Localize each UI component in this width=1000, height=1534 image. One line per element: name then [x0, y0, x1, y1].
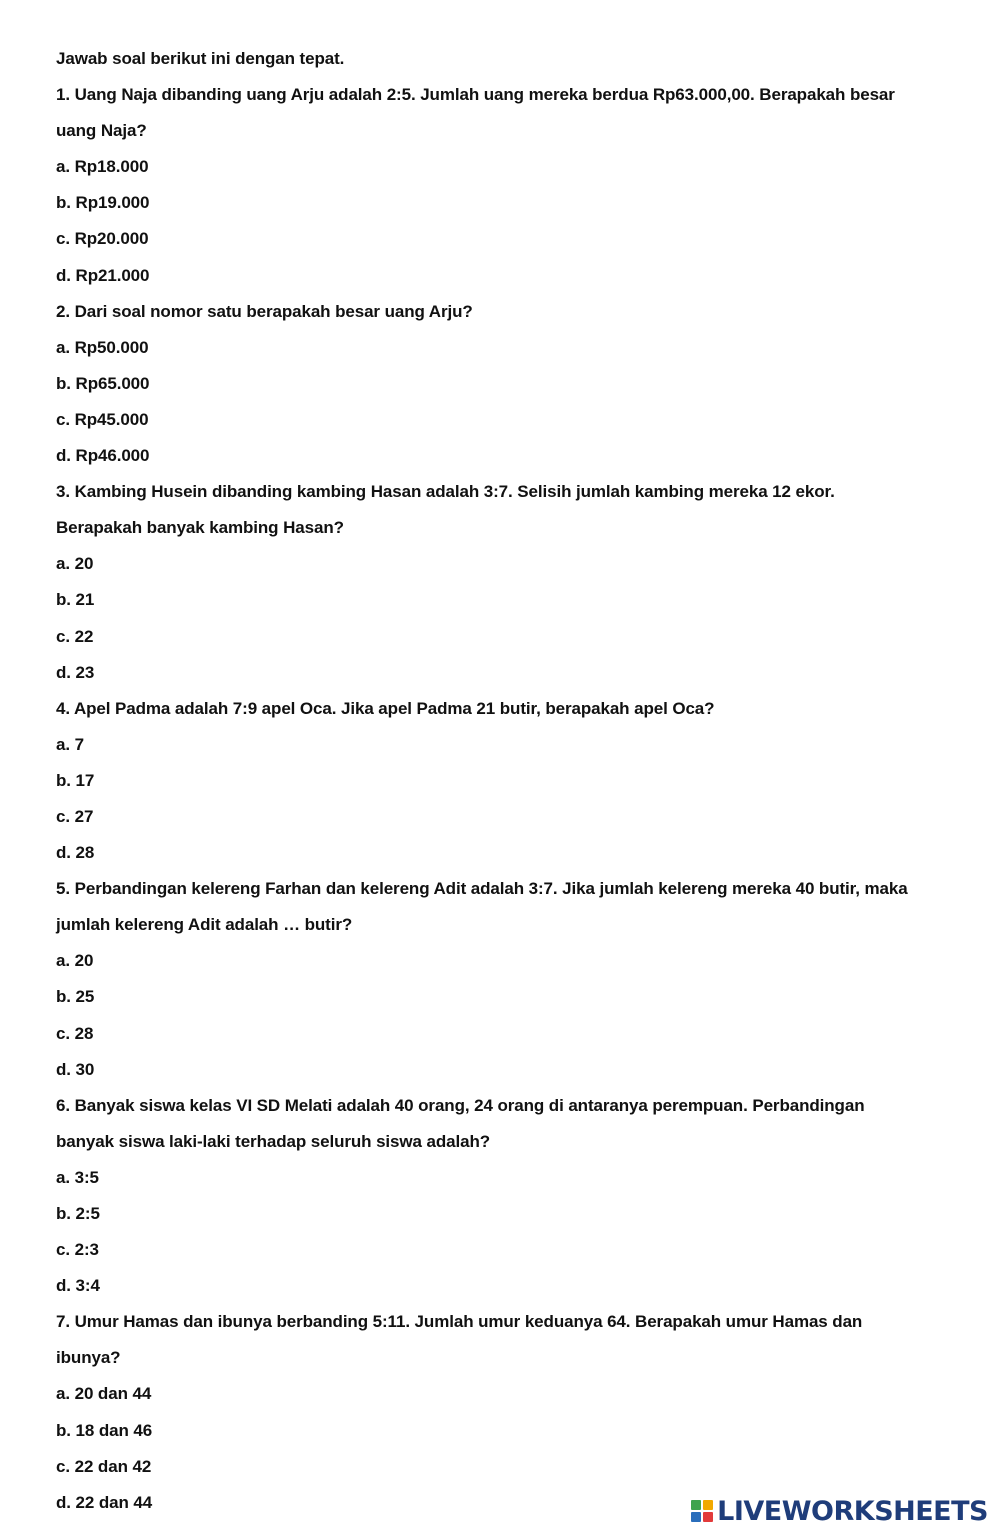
answer-option[interactable]: b. 17	[56, 770, 95, 790]
instructions: Jawab soal berikut ini dengan tepat.	[56, 49, 345, 68]
liveworksheets-logo	[691, 1492, 988, 1530]
answer-option[interactable]: c. 22	[56, 626, 94, 646]
answer-option[interactable]: c. 28	[56, 1023, 94, 1043]
answer-option[interactable]: a. Rp50.000	[56, 337, 149, 357]
answer-option[interactable]: c. 22 dan 42	[56, 1456, 152, 1476]
answer-option[interactable]: b. 25	[56, 987, 95, 1007]
liveworksheets-logo-icon	[691, 1500, 713, 1522]
question-text: 5. Perbandingan kelereng Farhan dan kelereng Adit adalah 3:7. Jika jumlah kelereng mereka 40 butir, maka	[56, 879, 908, 899]
answer-option[interactable]: d. 3:4	[56, 1276, 100, 1296]
question-text: 7. Umur Hamas dan ibunya berbanding 5:11. Jumlah umur keduanya 64. Berapakah umur Hamas dan	[56, 1312, 863, 1332]
logo-tile	[691, 1512, 701, 1522]
answer-option[interactable]: d. 22 dan 44	[56, 1492, 153, 1512]
logo-tile	[691, 1500, 701, 1510]
question-2	[56, 294, 956, 474]
question-7	[56, 1304, 956, 1521]
logo-tile	[703, 1500, 713, 1510]
question-text: 2. Dari soal nomor satu berapakah besar uang Arju?	[56, 301, 473, 321]
answer-option[interactable]: c. 27	[56, 806, 94, 826]
answer-option[interactable]: a. 7	[56, 734, 84, 754]
answer-option[interactable]: d. 23	[56, 662, 95, 682]
answer-option[interactable]: c. Rp45.000	[56, 409, 149, 429]
logo-tile	[703, 1512, 713, 1522]
answer-option[interactable]: c. Rp20.000	[56, 229, 149, 249]
worksheet	[56, 41, 956, 1521]
answer-option[interactable]: d. Rp46.000	[56, 446, 150, 466]
question-3	[56, 474, 956, 691]
answer-option[interactable]: b. 18 dan 46	[56, 1420, 153, 1440]
question-text: ibunya?	[56, 1348, 121, 1368]
answer-option[interactable]: b. 21	[56, 590, 95, 610]
question-5	[56, 871, 956, 1088]
question-text: 1. Uang Naja dibanding uang Arju adalah 2:5. Jumlah uang mereka berdua Rp63.000,00. Berapakah besar	[56, 85, 895, 105]
answer-option[interactable]: a. 20 dan 44	[56, 1384, 152, 1404]
question-1	[56, 77, 956, 294]
answer-option[interactable]: d. 28	[56, 843, 95, 863]
answer-option[interactable]: c. 2:3	[56, 1240, 99, 1260]
question-text: 4. Apel Padma adalah 7:9 apel Oca. Jika apel Padma 21 butir, berapakah apel Oca?	[56, 698, 715, 718]
question-text: Berapakah banyak kambing Hasan?	[56, 518, 344, 538]
question-text: 6. Banyak siswa kelas VI SD Melati adalah 40 orang, 24 orang di antaranya perempuan. Perbandingan	[56, 1095, 865, 1115]
question-4	[56, 691, 956, 871]
answer-option[interactable]: b. 2:5	[56, 1204, 100, 1223]
question-text: 3. Kambing Husein dibanding kambing Hasan adalah 3:7. Selisih jumlah kambing mereka 12 ekor.	[56, 482, 835, 502]
question-text: jumlah kelereng Adit adalah … butir?	[56, 915, 353, 935]
question-6	[56, 1088, 956, 1305]
question-text: banyak siswa laki-laki terhadap seluruh siswa adalah?	[56, 1131, 491, 1151]
answer-option[interactable]: b. Rp65.000	[56, 373, 150, 393]
answer-option[interactable]: a. 3:5	[56, 1167, 99, 1187]
question-text: uang Naja?	[56, 121, 147, 141]
answer-option[interactable]: a. 20	[56, 554, 94, 574]
answer-option[interactable]: d. Rp21.000	[56, 265, 150, 285]
answer-option[interactable]: d. 30	[56, 1059, 95, 1079]
logo-text: LIVEWORKSHEETS	[717, 1495, 988, 1527]
answer-option[interactable]: a. Rp18.000	[56, 157, 149, 177]
question-list	[56, 77, 956, 1521]
answer-option[interactable]: b. Rp19.000	[56, 193, 150, 213]
answer-option[interactable]: a. 20	[56, 951, 94, 971]
